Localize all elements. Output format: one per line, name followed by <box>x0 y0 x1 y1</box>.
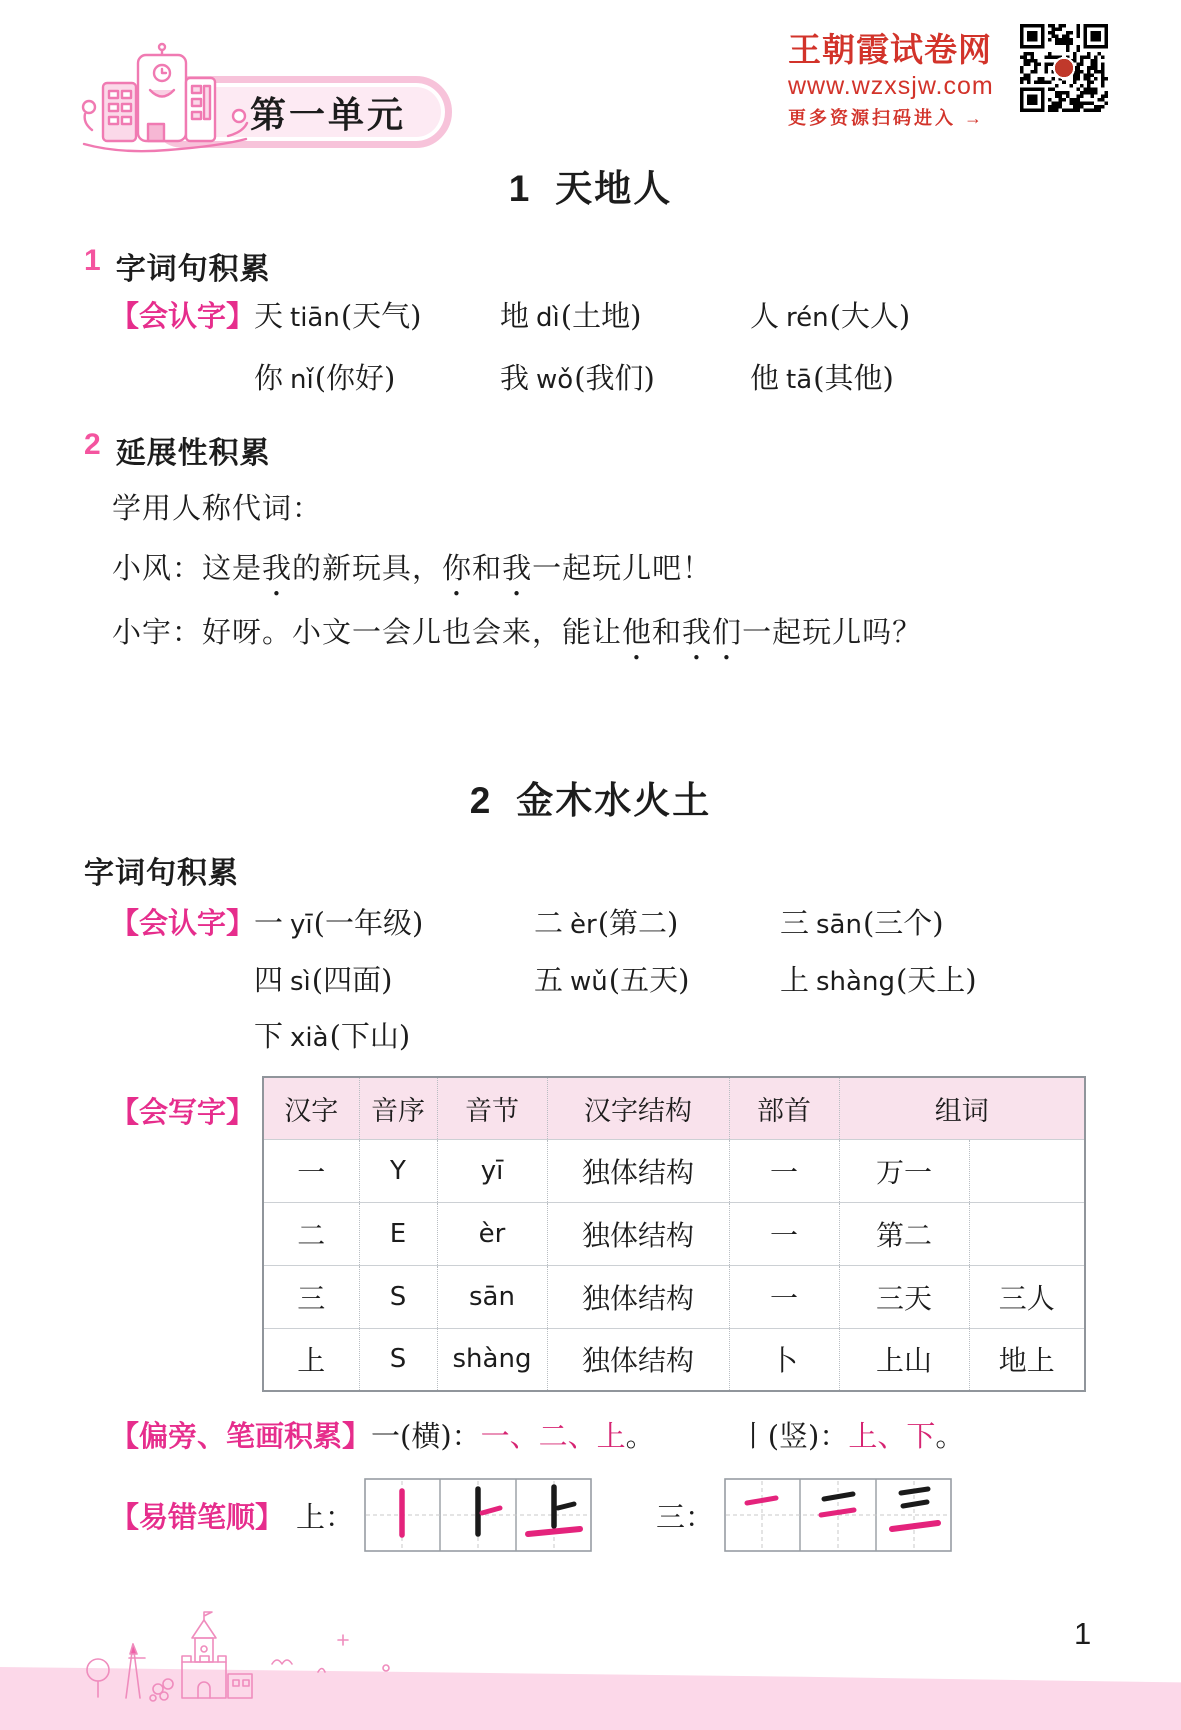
logo-title: 王朝霞试卷网 <box>788 31 992 68</box>
vocab-entry <box>750 356 894 397</box>
vocab-pinyin: shàng <box>816 967 895 997</box>
section-title: 字词句积累 <box>115 253 271 286</box>
vocab-entry <box>254 294 500 335</box>
table-cell: 万一 <box>839 1139 969 1202</box>
vocab-entry <box>534 901 780 942</box>
stroke-order-char: 上： <box>296 1499 355 1534</box>
stroke-grid <box>364 1478 592 1552</box>
vocab-entry <box>500 294 750 335</box>
vocab-word: (你好) <box>314 361 396 395</box>
school-building-illustration <box>76 40 254 166</box>
table-header-cell: 汉字结构 <box>547 1077 729 1139</box>
page-number: 1 <box>1074 1616 1092 1651</box>
vocab-hanzi: 四 <box>254 963 284 997</box>
vocab-row <box>110 958 977 999</box>
table-cell: 卜 <box>729 1328 839 1391</box>
stroke-order-section <box>110 1478 952 1552</box>
dialog-text: 小风：这是 <box>112 551 263 585</box>
table-cell: èr <box>437 1202 547 1265</box>
vocab-word: (天气) <box>340 299 422 333</box>
vocab-label: 【会认字】 <box>110 301 256 333</box>
dialog-text: 小宇：好呀。小文一会儿也会来，能让 <box>112 615 623 649</box>
table-cell: 一 <box>263 1139 359 1202</box>
table-cell: yī <box>437 1139 547 1202</box>
vocab-pinyin: rén <box>786 303 829 333</box>
section-heading-words <box>84 244 271 288</box>
section-heading-words2 <box>84 848 239 892</box>
emphasized-char: 他 <box>622 615 653 649</box>
vocab-hanzi: 地 <box>500 299 530 333</box>
dialog-text: 和 <box>652 615 683 649</box>
vocab-entry <box>750 294 910 335</box>
vocab-hanzi: 他 <box>750 361 780 395</box>
table-cell: 三 <box>263 1265 359 1328</box>
table-header-cell: 部首 <box>729 1077 839 1139</box>
stroke-order-char: 三： <box>656 1499 715 1534</box>
table-cell: 独体结构 <box>547 1328 729 1391</box>
vocab-row <box>110 901 944 942</box>
logo-tagline: 更多资源扫码进入 → <box>788 108 986 128</box>
lesson1-title <box>0 158 1181 212</box>
vocab-entry <box>500 356 750 397</box>
table-header-cell: 组词 <box>839 1077 1085 1139</box>
table-cell: 一 <box>729 1139 839 1202</box>
vocab-hanzi: 人 <box>750 299 780 333</box>
vocab-entry <box>254 356 500 397</box>
radical-group <box>371 1414 655 1455</box>
vocab-hanzi: 你 <box>254 361 284 395</box>
vocab-pinyin: dì <box>536 303 560 333</box>
section-title: 字词句积累 <box>84 857 239 890</box>
vocab-word: (天上) <box>895 963 977 997</box>
vocab-pinyin: xià <box>290 1023 329 1053</box>
vocab-pinyin: nǐ <box>290 365 314 395</box>
dialog-text: 和 <box>472 551 503 585</box>
table-row <box>263 1328 1085 1391</box>
radical-group <box>739 1414 965 1455</box>
vocab-hanzi: 我 <box>500 361 530 395</box>
table-row <box>263 1265 1085 1328</box>
dialog-text: 一起玩儿吧！ <box>532 551 713 585</box>
vocab-entry <box>780 958 977 999</box>
table-cell: S <box>359 1328 437 1391</box>
logo-url: www.wzxsjw.com <box>788 72 994 100</box>
vocab-word: (第二) <box>597 906 679 940</box>
table-row <box>263 1202 1085 1265</box>
vocab-word: (下山) <box>329 1019 411 1053</box>
lesson2-title-text: 金木水火土 <box>516 780 712 821</box>
radical-stroke-section <box>110 1414 964 1455</box>
table-cell: sān <box>437 1265 547 1328</box>
vocab-hanzi: 二 <box>534 906 564 940</box>
table-cell: S <box>359 1265 437 1328</box>
lesson2-title <box>0 770 1181 824</box>
vocab-pinyin: tā <box>786 365 813 395</box>
vocab-hanzi: 一 <box>254 906 284 940</box>
radical-name: 一(横)： <box>371 1419 481 1453</box>
vocab-pinyin: èr <box>570 910 597 940</box>
vocab-row <box>110 356 894 397</box>
vocab-word: (四面) <box>311 963 393 997</box>
period: 。 <box>935 1419 965 1453</box>
table-cell: 二 <box>263 1202 359 1265</box>
vocab-entry <box>254 901 534 942</box>
dialog-line <box>112 610 922 667</box>
table-cell: 一 <box>729 1265 839 1328</box>
period: 。 <box>625 1419 655 1453</box>
dialog-line <box>112 546 712 603</box>
emphasized-char: 我 <box>502 551 533 585</box>
table-cell: 独体结构 <box>547 1202 729 1265</box>
table-cell: 三人 <box>969 1265 1085 1328</box>
table-cell: 独体结构 <box>547 1265 729 1328</box>
radical-examples: 上、下 <box>848 1419 936 1453</box>
dialog-text: 的新玩具， <box>292 551 443 585</box>
table-header-cell: 音节 <box>437 1077 547 1139</box>
vocab-word: (我们) <box>574 361 655 395</box>
writing-table <box>262 1076 1086 1392</box>
site-logo <box>788 24 1108 130</box>
vocab-word: (其他) <box>813 361 894 395</box>
vocab-word: (五天) <box>608 963 690 997</box>
vocab-entry <box>534 958 780 999</box>
table-cell: 独体结构 <box>547 1139 729 1202</box>
vocab-word: (土地) <box>560 299 642 333</box>
table-cell: E <box>359 1202 437 1265</box>
vocab-entry <box>254 958 534 999</box>
pronoun-intro: 学用人称代词： <box>112 491 323 525</box>
vocab-pinyin: wǔ <box>570 967 608 997</box>
section-title: 延展性积累 <box>115 437 271 470</box>
radical-examples: 一、二、上 <box>480 1419 626 1453</box>
table-cell: Y <box>359 1139 437 1202</box>
section-number: 1 <box>84 244 102 277</box>
table-cell <box>969 1202 1085 1265</box>
dialog-text: 一起玩儿吗？ <box>742 615 923 649</box>
emphasized-char: 你 <box>442 551 473 585</box>
table-cell: 上 <box>263 1328 359 1391</box>
writing-label: 【会写字】 <box>110 1097 256 1129</box>
qr-code <box>1020 24 1108 112</box>
table-cell: 第二 <box>839 1202 969 1265</box>
vocab-word: (三个) <box>862 906 944 940</box>
vocab-pinyin: tiān <box>290 303 340 333</box>
vocab-entry <box>780 901 944 942</box>
vocab-pinyin: sì <box>290 967 311 997</box>
vocab-entry <box>254 1014 534 1055</box>
table-cell: 上山 <box>839 1328 969 1391</box>
lesson1-number: 1 <box>508 168 530 209</box>
table-cell: 一 <box>729 1202 839 1265</box>
table-header-cell: 音序 <box>359 1077 437 1139</box>
vocab-hanzi: 上 <box>780 963 810 997</box>
lesson1-title-text: 天地人 <box>555 168 673 209</box>
vocab-hanzi: 三 <box>780 906 810 940</box>
unit-badge-label: 第一单元 <box>249 93 406 135</box>
table-cell: 地上 <box>969 1328 1085 1391</box>
vocab-word: (大人) <box>829 299 911 333</box>
vocab-label: 【会认字】 <box>110 908 256 940</box>
campus-line-art <box>76 1610 424 1712</box>
table-header-row <box>263 1077 1085 1139</box>
vocab-pinyin: yī <box>290 910 313 940</box>
section-heading-extension <box>84 428 271 472</box>
emphasized-char: 我们 <box>682 615 743 649</box>
radical-name: 丨(竖)： <box>738 1419 849 1453</box>
table-header-cell: 汉字 <box>263 1077 359 1139</box>
vocab-row <box>110 1014 534 1055</box>
section-number: 2 <box>84 428 102 461</box>
table-cell <box>969 1139 1085 1202</box>
table-cell: shàng <box>437 1328 547 1391</box>
table-cell: 三天 <box>839 1265 969 1328</box>
stroke-grid <box>724 1478 952 1552</box>
vocab-hanzi: 下 <box>254 1019 284 1053</box>
emphasized-char: 我 <box>262 551 293 585</box>
vocab-pinyin: sān <box>816 910 862 940</box>
vocab-row <box>110 294 910 335</box>
stroke-order-label: 【易错笔顺】 <box>110 1501 285 1534</box>
vocab-hanzi: 天 <box>254 299 284 333</box>
table-row <box>263 1139 1085 1202</box>
vocab-word: (一年级) <box>313 906 424 940</box>
radical-stroke-label: 【偏旁、笔画积累】 <box>110 1421 372 1453</box>
vocab-hanzi: 五 <box>534 963 564 997</box>
vocab-pinyin: wǒ <box>536 365 574 395</box>
lesson2-number: 2 <box>469 780 491 821</box>
